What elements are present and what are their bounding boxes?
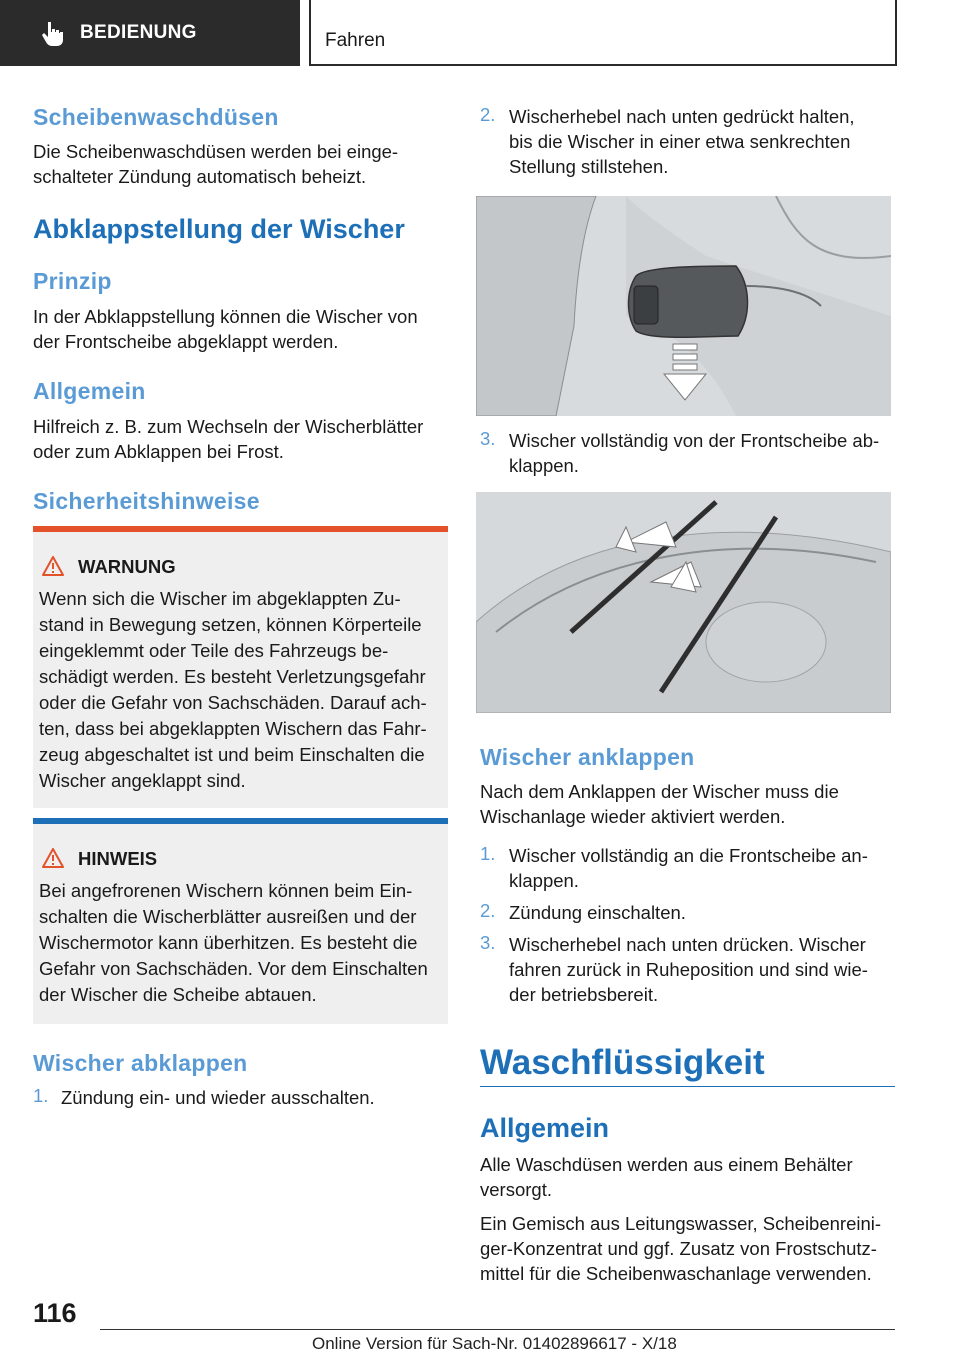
list-item — [480, 900, 892, 926]
notice-text — [39, 878, 444, 1008]
text-line: zeug abgeschaltet ist und beim Einschalten die — [39, 744, 425, 765]
text-line: versorgt. — [480, 1179, 552, 1200]
text-line: klappen. — [509, 870, 579, 891]
list-item — [480, 104, 892, 184]
wiper-fold-drawing — [476, 492, 891, 713]
heading-scheibenwaschduesen: Scheibenwaschdüsen — [33, 104, 279, 130]
warning-bar — [33, 526, 448, 532]
list-item — [480, 932, 892, 1010]
text-line: Wischanlage wieder aktiviert werden. — [480, 806, 786, 827]
text-line: klappen. — [509, 455, 579, 476]
footer-text[interactable]: Online Version für Sach-Nr. 01402896617 - X/18 — [312, 1334, 677, 1353]
step-number: 2. — [480, 104, 496, 125]
text-line: oder zum Abklappen bei Frost. — [33, 441, 284, 462]
paragraph-prinzip — [33, 304, 418, 354]
text-line: schädigt werden. Es besteht Verletzungsgefahr — [39, 666, 426, 687]
list-item — [480, 428, 892, 480]
paragraph-behaelter — [480, 1152, 853, 1202]
step-text — [509, 428, 879, 478]
step-text — [509, 900, 686, 925]
heading-allgemein-right: Allgemein — [480, 1113, 610, 1143]
step-number: 2. — [480, 900, 496, 921]
text-line: ger-Konzentrat und ggf. Zusatz von Frostschutz- — [480, 1238, 877, 1259]
text-line: ten, dass bei abgeklappten Wischern das Fahr- — [39, 718, 427, 739]
footer-rule — [100, 1329, 895, 1330]
warning-box — [33, 526, 448, 808]
page-number: 116 — [33, 1298, 77, 1328]
text-line: schalten die Wischerblätter ausreißen und der — [39, 906, 417, 927]
text-line: bis die Wischer in einer etwa senkrechten — [509, 131, 851, 152]
text-line: eingeklemmt oder Teile des Fahrzeugs be- — [39, 640, 389, 661]
step-number: 1. — [33, 1085, 49, 1106]
paragraph-anklappen — [480, 779, 839, 829]
paragraph-scheibenwaschduesen — [33, 139, 398, 189]
text-line: Stellung stillstehen. — [509, 156, 669, 177]
notice-title: HINWEIS — [78, 848, 158, 869]
text-line: schalteter Zündung automatisch beheizt. — [33, 166, 367, 187]
text-line: Wischerhebel nach unten drücken. Wischer — [509, 934, 866, 955]
wiper-lever-illustration — [476, 196, 891, 416]
list-item — [480, 843, 892, 895]
text-line: Wischerhebel nach unten gedrückt halten, — [509, 106, 855, 127]
warning-triangle-icon — [42, 848, 64, 868]
notice-box — [33, 818, 448, 1024]
text-line: Die Scheibenwaschdüsen werden bei einge- — [33, 141, 399, 162]
text-line: Nach dem Anklappen der Wischer muss die — [480, 781, 839, 802]
text-line: In der Abklappstellung können die Wischer von — [33, 306, 418, 327]
notice-bar — [33, 818, 448, 824]
heading-waschfluessigkeit: Waschflüssigkeit — [480, 1043, 765, 1082]
title-rule — [480, 1086, 895, 1087]
text-line: oder die Gefahr von Sachschäden. Darauf ach- — [39, 692, 427, 713]
heading-wischer-anklappen: Wischer anklappen — [480, 744, 695, 770]
warning-text — [39, 586, 444, 794]
text-line: Wischermotor kann überhitzen. Es besteht die — [39, 932, 418, 953]
wiper-fold-illustration — [476, 492, 891, 713]
text-line: Ein Gemisch aus Leitungswasser, Scheibenreini- — [480, 1213, 882, 1234]
text-line: Hilfreich z. B. zum Wechseln der Wischerblätter — [33, 416, 424, 437]
step-text: Zündung ein- und wieder ausschalten. — [61, 1087, 375, 1108]
text-line: Gefahr von Sachschäden. Vor dem Einschalten — [39, 958, 428, 979]
text-line: stand in Bewegung setzen, können Körperteile — [39, 614, 422, 635]
warning-triangle-icon — [42, 556, 64, 576]
heading-wischer-abklappen: Wischer abklappen — [33, 1050, 248, 1076]
step-text — [509, 104, 855, 179]
section-label: BEDIENUNG — [80, 22, 197, 43]
step-number: 3. — [480, 932, 496, 953]
text-line: Alle Waschdüsen werden aus einem Behälter — [480, 1154, 853, 1175]
heading-sicherheitshinweise: Sicherheitshinweise — [33, 488, 260, 514]
text-line: Wischer vollständig von der Frontscheibe ab- — [509, 430, 880, 451]
text-line: fahren zurück in Ruheposition und sind wie- — [509, 959, 868, 980]
step-number: 3. — [480, 428, 496, 449]
wiper-lever-drawing — [476, 196, 891, 416]
step-number: 1. — [480, 843, 496, 864]
section-tab[interactable] — [0, 0, 300, 66]
text-line: mittel für die Scheibenwaschanlage verwenden. — [480, 1263, 872, 1284]
step-text — [509, 843, 868, 893]
heading-allgemein: Allgemein — [33, 378, 146, 404]
text-line: Wischer vollständig an die Frontscheibe an- — [509, 845, 868, 866]
text-line: Bei angefrorenen Wischern können beim Ein- — [39, 880, 413, 901]
chapter-header — [311, 0, 897, 66]
step-text — [509, 932, 868, 1007]
warning-title: WARNUNG — [78, 556, 176, 577]
chapter-label: Fahren — [325, 30, 386, 51]
text-line: der Wischer die Scheibe abtauen. — [39, 984, 317, 1005]
hand-pointer-icon — [40, 20, 66, 46]
paragraph-gemisch — [480, 1211, 881, 1286]
text-line: der betriebsbereit. — [509, 984, 659, 1005]
list-item — [33, 1085, 448, 1111]
text-line: der Frontscheibe abgeklappt werden. — [33, 331, 339, 352]
paragraph-allgemein — [33, 414, 423, 464]
heading-abklappstellung: Abklappstellung der Wischer — [33, 214, 405, 244]
text-line: Wenn sich die Wischer im abgeklappten Zu- — [39, 588, 401, 609]
text-line: Zündung einschalten. — [509, 902, 686, 923]
text-line: Wischer angeklappt sind. — [39, 770, 246, 791]
heading-prinzip: Prinzip — [33, 268, 112, 294]
